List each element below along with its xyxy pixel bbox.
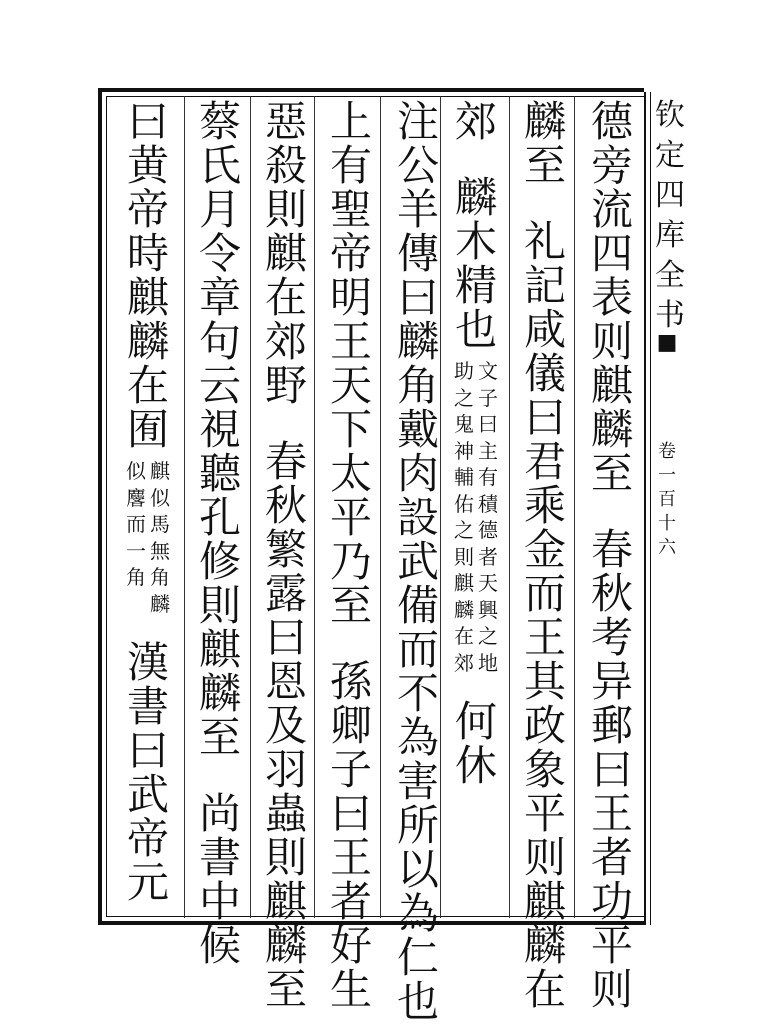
main-char: 曰 xyxy=(126,726,169,775)
commentary-char: 文 xyxy=(478,359,498,383)
main-char: 書 xyxy=(198,833,241,882)
commentary-char: 馬 xyxy=(150,512,170,536)
commentary-right xyxy=(476,358,500,676)
main-char: 流 xyxy=(590,185,633,234)
main-char: 秋 xyxy=(590,569,633,618)
main-char: 好 xyxy=(329,921,372,970)
commentary-left xyxy=(452,358,476,676)
main-char: 恩 xyxy=(264,657,307,706)
main-char: 礼 xyxy=(523,217,566,266)
text-column-tail xyxy=(124,638,172,907)
margin-title-char: 定 xyxy=(655,138,685,173)
volume-char: 一 xyxy=(658,465,676,486)
commentary-char: 則 xyxy=(454,544,474,569)
main-char: 也 xyxy=(454,305,497,354)
main-char: 则 xyxy=(590,317,633,366)
volume-char: 卷 xyxy=(658,441,676,462)
main-char: 所 xyxy=(396,801,439,850)
commentary-char: 德 xyxy=(478,518,498,542)
main-char: 上 xyxy=(329,97,372,146)
column-rule xyxy=(509,96,510,918)
column-rule xyxy=(184,96,185,918)
main-char: 金 xyxy=(523,525,566,574)
main-char: 戴 xyxy=(396,405,439,454)
margin-title-char: 库 xyxy=(655,218,685,253)
main-char: 麒 xyxy=(264,877,307,926)
commentary-char: 麒 xyxy=(150,459,170,483)
commentary-left xyxy=(124,458,148,591)
main-char: 麟 xyxy=(523,97,566,146)
main-char: 王 xyxy=(329,317,372,366)
main-char: 麒 xyxy=(590,361,633,410)
main-char: 囿 xyxy=(126,405,169,454)
main-char: 月 xyxy=(198,185,241,234)
main-char: 郊 xyxy=(454,97,497,146)
main-char: 表 xyxy=(590,273,633,322)
main-char: 郵 xyxy=(590,701,633,750)
main-char: 蟲 xyxy=(264,789,307,838)
commentary-char: 角 xyxy=(150,565,170,589)
main-char: 曰 xyxy=(126,97,169,146)
main-char: 君 xyxy=(523,437,566,486)
main-char: 視 xyxy=(198,405,241,454)
commentary-right xyxy=(148,458,172,617)
main-char: 至 xyxy=(329,581,372,630)
main-char: 旁 xyxy=(590,141,633,190)
margin-title-char: 书 xyxy=(655,298,685,333)
commentary-char: 麟 xyxy=(454,597,474,622)
main-char: 儀 xyxy=(523,349,566,398)
main-char: 修 xyxy=(198,537,241,586)
main-char: 聽 xyxy=(198,449,241,498)
main-char: 而 xyxy=(523,569,566,618)
main-char: 其 xyxy=(523,657,566,706)
main-char: 傳 xyxy=(396,229,439,278)
commentary-char: 輔 xyxy=(454,465,474,489)
main-char: 肉 xyxy=(396,449,439,498)
main-char: 咸 xyxy=(523,305,566,354)
main-char: 在 xyxy=(523,965,566,1014)
main-char: 麒 xyxy=(198,625,241,674)
main-char: 子 xyxy=(329,745,372,794)
main-char: 孔 xyxy=(198,493,241,542)
main-char: 為 xyxy=(396,889,439,938)
commentary-char: 曰 xyxy=(478,412,498,436)
main-char: 则 xyxy=(590,965,633,1014)
column-rule xyxy=(250,96,251,918)
main-char: 麟 xyxy=(523,921,566,970)
text-column xyxy=(521,97,569,1014)
text-column xyxy=(452,97,500,354)
main-char: 至 xyxy=(264,965,307,1014)
main-char: 郊 xyxy=(264,317,307,366)
main-char: 備 xyxy=(396,581,439,630)
main-char: 曰 xyxy=(590,745,633,794)
margin-title-char: 四 xyxy=(655,178,685,213)
commentary-char: 佑 xyxy=(454,491,474,516)
main-char: 乘 xyxy=(523,481,566,530)
main-char: 句 xyxy=(198,317,241,366)
main-char: 則 xyxy=(198,581,241,630)
main-char: 秋 xyxy=(264,481,307,530)
main-char: 氏 xyxy=(198,141,241,190)
text-column xyxy=(196,97,244,970)
column-rule xyxy=(574,96,575,918)
main-char: 王 xyxy=(590,789,633,838)
commentary-char: 者 xyxy=(478,544,498,569)
main-char: 春 xyxy=(590,525,633,574)
main-char: 至 xyxy=(590,449,633,498)
main-char: 帝 xyxy=(126,814,169,863)
commentary-char: 郊 xyxy=(454,650,474,675)
main-char: 曰 xyxy=(329,789,372,838)
main-char: 明 xyxy=(329,273,372,322)
volume-label xyxy=(652,440,682,560)
main-char: 平 xyxy=(523,789,566,838)
main-char: 羽 xyxy=(264,745,307,794)
main-char: 書 xyxy=(126,682,169,731)
main-char: 异 xyxy=(590,657,633,706)
main-char: 孫 xyxy=(329,657,372,706)
main-char: 在 xyxy=(264,273,307,322)
main-char: 害 xyxy=(396,757,439,806)
volume-char: 六 xyxy=(658,537,676,558)
commentary-char: 在 xyxy=(454,624,474,648)
main-char: 曰 xyxy=(396,273,439,322)
main-char: 何 xyxy=(454,697,497,746)
commentary-char: 似 xyxy=(126,459,146,483)
main-char: 春 xyxy=(264,437,307,486)
commentary-char: 鬼 xyxy=(454,412,474,436)
commentary-char: 麒 xyxy=(454,571,474,595)
text-column-tail xyxy=(452,697,500,790)
main-char: 至 xyxy=(198,713,241,762)
main-char: 云 xyxy=(198,361,241,410)
main-char: 而 xyxy=(396,625,439,674)
main-char: 黄 xyxy=(126,141,169,190)
commentary-char: 麐 xyxy=(126,485,146,510)
main-char: 平 xyxy=(590,921,633,970)
main-char: 漢 xyxy=(126,638,169,687)
text-column xyxy=(327,97,375,1014)
commentary-char: 麟 xyxy=(150,591,170,616)
main-char: 蔡 xyxy=(198,97,241,146)
commentary-char: 似 xyxy=(150,485,170,510)
commentary-char: 子 xyxy=(478,385,498,410)
main-char: 元 xyxy=(126,858,169,907)
margin-title-char: 全 xyxy=(655,258,685,293)
main-char: 章 xyxy=(198,273,241,322)
text-column xyxy=(588,97,636,1014)
main-char: 帝 xyxy=(126,185,169,234)
main-char: 至 xyxy=(523,141,566,190)
main-char: 惡 xyxy=(264,97,307,146)
main-char: 注 xyxy=(396,97,439,146)
margin-title-char: 钦 xyxy=(655,98,685,133)
main-char: 記 xyxy=(523,261,566,310)
column-rule xyxy=(380,96,381,918)
main-char: 在 xyxy=(126,361,169,410)
main-char: 麒 xyxy=(523,877,566,926)
main-char: 尚 xyxy=(198,789,241,838)
main-char: 麟 xyxy=(590,405,633,454)
main-char: 帝 xyxy=(329,229,372,278)
main-char: 時 xyxy=(126,229,169,278)
main-char: 及 xyxy=(264,701,307,750)
main-char: 木 xyxy=(454,217,497,266)
main-char: 殺 xyxy=(264,141,307,190)
main-char: 以 xyxy=(396,845,439,894)
commentary-char: 而 xyxy=(126,512,146,536)
fish-tail-mark: ■ xyxy=(656,330,678,355)
main-char: 則 xyxy=(264,833,307,882)
main-char: 麟 xyxy=(264,921,307,970)
main-char: 四 xyxy=(590,229,633,278)
main-char: 卿 xyxy=(329,701,372,750)
main-char: 考 xyxy=(590,613,633,662)
commentary-char: 無 xyxy=(150,538,170,563)
commentary-char: 神 xyxy=(454,438,474,463)
spine-rule xyxy=(644,92,646,925)
main-char: 生 xyxy=(329,965,372,1014)
main-char: 曰 xyxy=(264,613,307,662)
main-char: 繁 xyxy=(264,525,307,574)
main-char: 下 xyxy=(329,405,372,454)
main-char: 政 xyxy=(523,701,566,750)
text-column xyxy=(124,97,172,454)
main-char: 者 xyxy=(590,833,633,882)
main-char: 則 xyxy=(264,185,307,234)
main-char: 武 xyxy=(126,770,169,819)
commentary-char: 助 xyxy=(454,359,474,383)
main-char: 公 xyxy=(396,141,439,190)
commentary-char: 之 xyxy=(454,518,474,542)
main-char: 乃 xyxy=(329,537,372,586)
main-char: 不 xyxy=(396,669,439,718)
main-char: 王 xyxy=(329,833,372,882)
commentary-char: 主 xyxy=(478,438,498,463)
main-char: 有 xyxy=(329,141,372,190)
commentary-char: 積 xyxy=(478,491,498,516)
commentary-char: 天 xyxy=(478,571,498,595)
main-char: 德 xyxy=(590,97,633,146)
main-char: 功 xyxy=(590,877,633,926)
commentary-char: 一 xyxy=(126,538,146,563)
main-char: 麒 xyxy=(264,229,307,278)
main-char: 中 xyxy=(198,877,241,926)
commentary-char: 地 xyxy=(478,650,498,675)
main-char: 候 xyxy=(198,921,241,970)
text-column xyxy=(262,97,310,1014)
main-char: 設 xyxy=(396,493,439,542)
main-char: 则 xyxy=(523,833,566,882)
main-char: 曰 xyxy=(523,393,566,442)
main-char: 為 xyxy=(396,713,439,762)
main-char: 象 xyxy=(523,745,566,794)
main-char: 也 xyxy=(396,977,439,1026)
main-char: 平 xyxy=(329,493,372,542)
margin-title xyxy=(650,96,690,336)
main-char: 麒 xyxy=(126,273,169,322)
volume-char: 十 xyxy=(658,513,676,534)
volume-char: 百 xyxy=(658,489,676,510)
main-char: 武 xyxy=(396,537,439,586)
main-char: 麟 xyxy=(454,173,497,222)
main-char: 露 xyxy=(264,569,307,618)
commentary-char: 角 xyxy=(126,565,146,589)
column-rule xyxy=(314,96,315,918)
main-char: 太 xyxy=(329,449,372,498)
main-char: 野 xyxy=(264,361,307,410)
main-char: 休 xyxy=(454,741,497,790)
commentary-char: 興 xyxy=(478,597,498,622)
main-char: 羊 xyxy=(396,185,439,234)
main-char: 仁 xyxy=(396,933,439,982)
main-char: 王 xyxy=(523,613,566,662)
main-char: 聖 xyxy=(329,185,372,234)
commentary-char: 有 xyxy=(478,465,498,489)
commentary-char: 之 xyxy=(454,385,474,410)
main-char: 麟 xyxy=(198,669,241,718)
text-column xyxy=(394,97,442,1026)
main-char: 麟 xyxy=(396,317,439,366)
main-char: 精 xyxy=(454,261,497,310)
main-char: 麟 xyxy=(126,317,169,366)
main-char: 天 xyxy=(329,361,372,410)
main-char: 角 xyxy=(396,361,439,410)
commentary-char: 之 xyxy=(478,624,498,648)
main-char: 令 xyxy=(198,229,241,278)
main-char: 者 xyxy=(329,877,372,926)
